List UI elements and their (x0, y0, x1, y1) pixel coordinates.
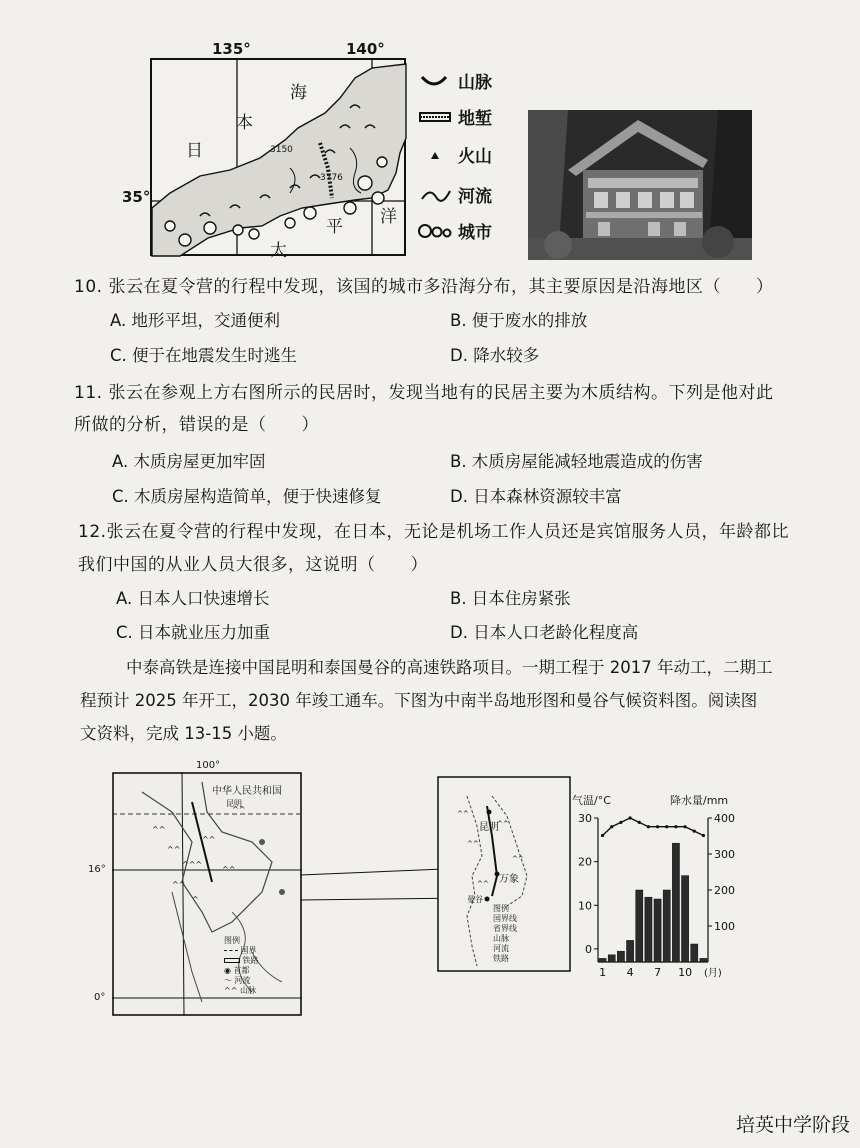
x-tick-label: 10 (678, 966, 693, 979)
question-11-stem-line2: 所做的分析，错误的是（ ） (74, 415, 319, 435)
question-12-option-b[interactable]: B. 日本住房紧张 (450, 589, 571, 608)
lat-label-35: 35° (122, 188, 151, 206)
precip-bar (682, 876, 689, 962)
legend-railway: 铁路 (493, 954, 509, 963)
left-tick-label: 10 (578, 899, 592, 913)
left-tick-label: 20 (578, 855, 592, 869)
right-tick-label: 100 (714, 920, 735, 933)
question-12-stem-line1: 12.张云在夏令营的行程中发现，在日本，无论是机场工作人员还是宾馆服务人员，年龄都比 (78, 522, 790, 542)
svg-text:^^: ^^ (477, 880, 489, 888)
lon-label-135: 135° (212, 40, 251, 58)
route-map (437, 776, 571, 972)
wooden-house-photo (528, 110, 752, 260)
mountain-icon: ^^ (224, 986, 238, 995)
footer-school-name: 培英中学阶段 (736, 1114, 851, 1136)
legend-border: 国界 (224, 946, 304, 956)
city-bangkok: 曼谷 (467, 895, 483, 904)
legend-volcano: 火山 (418, 142, 492, 167)
left-axis-label: 气温/°C (572, 794, 611, 807)
question-11-option-b[interactable]: B. 木质房屋能减轻地震造成的伤害 (450, 452, 703, 471)
japan-map (122, 40, 408, 261)
ocean-char-2: 平 (326, 217, 343, 237)
left-tick-label: 0 (585, 942, 592, 956)
legend-river: 河流 (493, 944, 509, 953)
precip-bar (599, 958, 606, 962)
question-12-option-c[interactable]: C. 日本就业压力加重 (116, 623, 271, 642)
svg-text:^^: ^^ (152, 825, 166, 834)
trench-icon (418, 107, 452, 127)
legend-mountain: 山脉 (418, 68, 492, 93)
temperature-point (683, 825, 686, 828)
precip-bar (636, 890, 643, 962)
ocean-char-1: 太 (270, 241, 287, 261)
right-tick-label: 400 (714, 812, 735, 825)
svg-text:^^: ^^ (512, 855, 524, 863)
question-12-stem-line2: 我们中国的从业人员大很多，这说明（ ） (78, 555, 428, 575)
legend-mountain: 山脉 (493, 934, 509, 943)
svg-text:^^: ^^ (497, 820, 509, 828)
precip-bar (627, 940, 634, 962)
temperature-point (610, 825, 613, 828)
elevation-2: 3776 (320, 173, 343, 183)
question-10-stem: 10. 张云在夏令营的行程中发现，该国的城市多沿海分布，其主要原因是沿海地区（ ） (74, 277, 774, 297)
legend-title: 图例 (224, 936, 240, 945)
svg-text:^^: ^^ (222, 865, 236, 874)
temperature-point (702, 834, 705, 837)
question-11-option-c[interactable]: C. 木质房屋构造简单，便于快速修复 (112, 487, 382, 506)
svg-text:^^: ^^ (172, 880, 186, 889)
temperature-point (638, 821, 641, 824)
temperature-point (601, 834, 604, 837)
climate-plot (566, 806, 756, 982)
right-tick-label: 300 (714, 848, 735, 861)
lat-label-0: 0° (94, 992, 106, 1003)
legend-provincial-border: 省界线 (493, 924, 517, 933)
precip-bar (700, 958, 707, 962)
question-11-option-a[interactable]: A. 木质房屋更加牢固 (112, 452, 266, 471)
temperature-point (665, 825, 668, 828)
x-tick-label: 1 (599, 966, 607, 979)
question-11-option-d[interactable]: D. 日本森林资源较丰富 (450, 487, 622, 506)
temperature-point (674, 825, 677, 828)
svg-text:^^^: ^^^ (182, 860, 203, 869)
lat-label-16: 16° (88, 864, 106, 875)
ocean-char-3: 洋 (380, 207, 397, 227)
question-11-stem-line1: 11. 张云在参观上方右图所示的民居时，发现当地有的民居主要为木质结构。下列是他对此 (74, 383, 774, 403)
capital-icon: ◉ (224, 966, 231, 975)
river-icon (418, 185, 452, 205)
legend-national-border: 国界线 (493, 914, 517, 923)
temperature-point (656, 825, 659, 828)
svg-text:^^: ^^ (232, 805, 246, 814)
svg-text:^^: ^^ (457, 810, 469, 818)
svg-text:^^: ^^ (467, 840, 479, 848)
legend-railway: 铁路 (224, 956, 304, 966)
question-12-option-a[interactable]: A. 日本人口快速增长 (116, 589, 270, 608)
svg-text:^^: ^^ (202, 835, 216, 844)
question-10-option-c[interactable]: C. 便于在地震发生时逃生 (110, 346, 298, 365)
temperature-point (619, 821, 622, 824)
right-tick-label: 200 (714, 884, 735, 897)
river-icon: 〜 (224, 976, 232, 985)
precip-bar (691, 944, 698, 962)
left-tick-label: 30 (578, 812, 592, 825)
passage-line-1: 中泰高铁是连接中国昆明和泰国曼谷的高速铁路项目。一期工程于 2017 年动工，二期工 (126, 658, 773, 677)
route-legend (493, 904, 517, 964)
legend-capital: ◉ 首都 (224, 966, 250, 975)
passage-line-2: 程预计 2025 年开工，2030 年竣工通车。下图为中南半岛地形图和曼谷气候资料图。阅读图 (80, 691, 758, 710)
temperature-point (647, 825, 650, 828)
precip-bar (617, 951, 624, 962)
city-kunming: 昆明 (479, 822, 499, 833)
lon-label-140: 140° (346, 40, 385, 58)
indochina-map (84, 758, 306, 1020)
precip-bar (663, 890, 670, 962)
temperature-line (603, 818, 704, 835)
elevation-1: 3150 (270, 145, 293, 155)
x-unit-label: (月) (704, 968, 722, 979)
temperature-point (628, 816, 631, 819)
country-label: 中华人民共和国 (212, 786, 282, 797)
city-icon (418, 221, 452, 241)
precip-bar (645, 897, 652, 962)
indochina-legend (224, 936, 304, 996)
right-axis-label: 降水量/mm (670, 794, 729, 807)
question-10-option-d[interactable]: D. 降水较多 (450, 346, 540, 365)
legend-river: 河流 (418, 182, 492, 207)
legend-river: 〜 河流 (224, 976, 251, 985)
sea-char-2: 本 (236, 113, 253, 133)
precip-bar (608, 955, 615, 962)
x-tick-label: 4 (626, 966, 634, 979)
svg-text:^^: ^^ (167, 845, 181, 854)
mountain-range-icon (418, 71, 452, 91)
svg-text:^: ^ (192, 895, 199, 904)
question-12-option-d[interactable]: D. 日本人口老龄化程度高 (450, 623, 639, 642)
bangkok-climate-chart (566, 792, 756, 982)
question-10-option-b[interactable]: B. 便于废水的排放 (450, 311, 588, 330)
kunming-label: 昆明 (226, 799, 242, 808)
legend-mountain: ^^ 山脉 (224, 986, 256, 995)
legend-title: 图例 (493, 904, 509, 913)
city-vientiane: 万象 (499, 874, 519, 885)
x-tick-label: 7 (654, 966, 662, 979)
legend-city: 城市 (418, 218, 492, 243)
precip-bar (672, 843, 679, 962)
temperature-point (693, 829, 696, 832)
sea-char-3: 日 (186, 141, 203, 161)
precip-bar (654, 899, 661, 962)
question-10-option-a[interactable]: A. 地形平坦，交通便利 (110, 311, 280, 330)
sea-char-1: 海 (290, 83, 307, 103)
lon-label-100: 100° (196, 760, 221, 771)
volcano-icon (418, 145, 452, 165)
passage-line-3: 文资料，完成 13-15 小题。 (80, 724, 287, 743)
legend-trench: 地堑 (418, 104, 492, 129)
